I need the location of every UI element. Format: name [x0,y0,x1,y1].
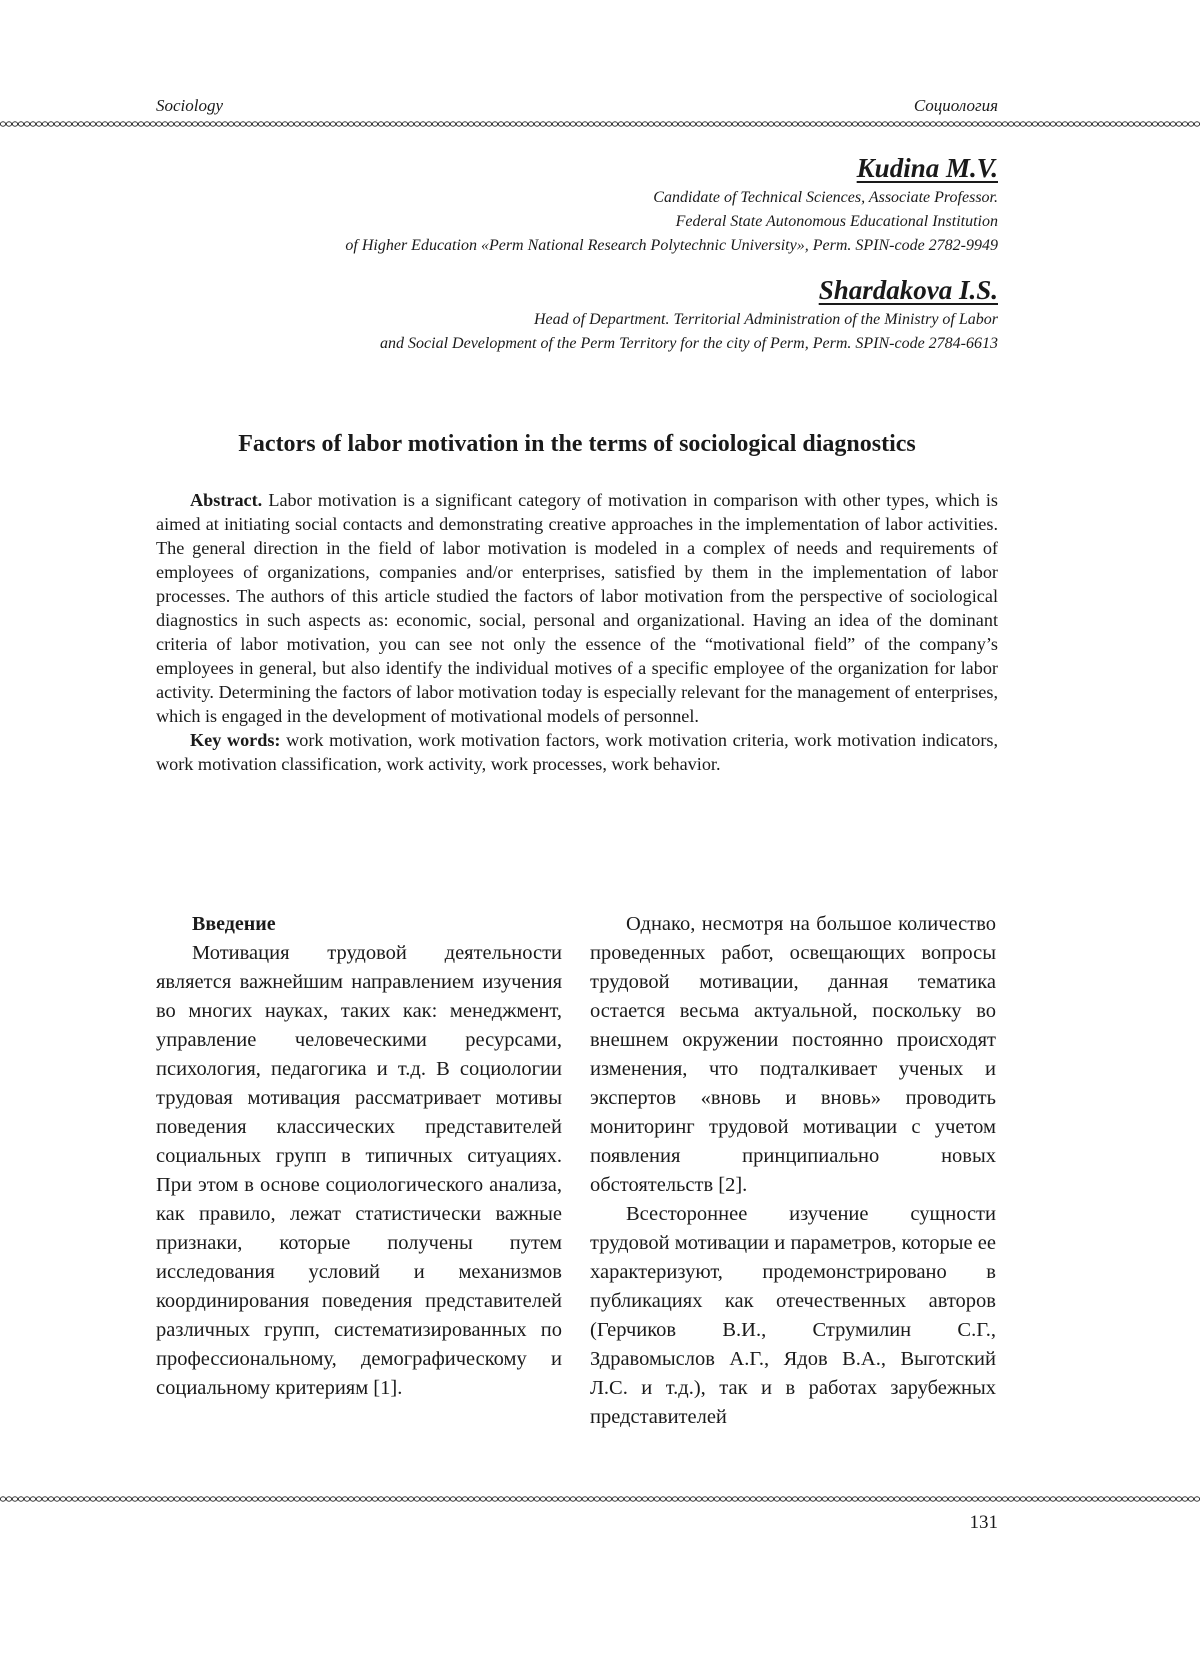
author-block-1 [156,150,998,258]
page-number: 131 [969,1512,998,1533]
author-affiliation-line: and Social Development of the Perm Territory for the city of Perm, Perm. SPIN-code 2784-6613 [380,335,998,352]
keywords-text: work motivation, work motivation factors, work motivation criteria, work motivation indicators, work motivation classification, work activity, work processes, work behavior. [156,730,998,774]
abstract-text: Labor motivation is a significant category of motivation in comparison with other types, which is aimed at initiating social contacts and demonstrating creative approaches in the implementation of labor activities. The general direction in the field of labor motivation is modeled in a complex of needs and requirements of employees of organizations, companies and/or enterprises, satisfied by them in the implementation of labor processes. The authors of this article studied the factors of labor motivation from the perspective of sociological diagnostics in such aspects as: economic, social, personal and organizational. Having an idea of the dominant criteria of labor motivation, you can see not only the essence of the “motivational field” of the company’s employees in general, but also identify the individual motives of a specific employee of the organization for labor activity. Determining the factors of labor motivation today is especially relevant for the management of enterprises, which is engaged in the development of motivational models of personnel. [156,490,998,726]
author-name: Kudina M.V. [856,153,998,183]
section-heading: Введение [192,913,276,935]
left-column [156,910,562,1403]
keywords-label: Key words: [190,730,281,750]
body-columns [156,910,998,1470]
abstract-paragraph [156,488,998,728]
keywords-paragraph [156,728,998,776]
top-ornament-border [0,119,1200,129]
authors-section [156,150,998,356]
body-paragraph: Однако, несмотря на большое количество проведенных работ, освещающих вопросы трудовой мотивации, данная тематика остается весьма актуальной, поскольку во внешнем окружении постоянно происходят изменения, что подталкивает ученых и экспертов «вновь и вновь» проводить мониторинг трудовой мотивации с учетом появления принципиально новых обстоятельств [2]. [590,913,996,1196]
bottom-ornament-border [0,1494,1200,1504]
author-affiliation-line: of Higher Education «Perm National Research Polytechnic University», Perm. SPIN-code 2782-9949 [345,237,998,254]
running-head-right: Социология [913,96,998,115]
author-name: Shardakova I.S. [818,275,998,305]
article-title: Factors of labor motivation in the terms of sociological diagnostics [238,431,916,457]
author-block-2 [156,272,998,356]
author-affiliation-line: Candidate of Technical Sciences, Associate Professor. [653,189,998,206]
right-column [590,910,996,1432]
body-paragraph: Всестороннее изучение сущности трудовой мотивации и параметров, которые ее характеризуют, продемонстрировано в публикациях как отечественных авторов (Герчиков В.И., Струмилин С.Г., Здравомыслов А.Г., Ядов В.А., Выготский Л.С. и т.д.), так и в работах зарубежных представителей [590,1203,996,1428]
abstract-section [156,488,998,776]
body-paragraph: Мотивация трудовой деятельности является важнейшим направлением изучения во многих науках, таких как: менеджмент, управление человеческими ресурсами, психология, педагогика и т.д. В социологии трудовая мотивация рассматривает мотивы поведения классических представителей социальных групп в типичных ситуациях. При этом в основе социологического анализа, как правило, лежат статистически важные признаки, которые получены путем исследования условий и механизмов координирования поведения представителей различных групп, систематизированных по профессиональному, демографическому и социальному критериям [1]. [156,942,562,1399]
running-head-left: Sociology [156,96,224,115]
author-affiliation-line: Head of Department. Territorial Administration of the Ministry of Labor [533,311,998,328]
author-affiliation-line: Federal State Autonomous Educational Institution [675,213,998,230]
running-head [156,96,998,120]
abstract-label: Abstract. [190,490,263,510]
